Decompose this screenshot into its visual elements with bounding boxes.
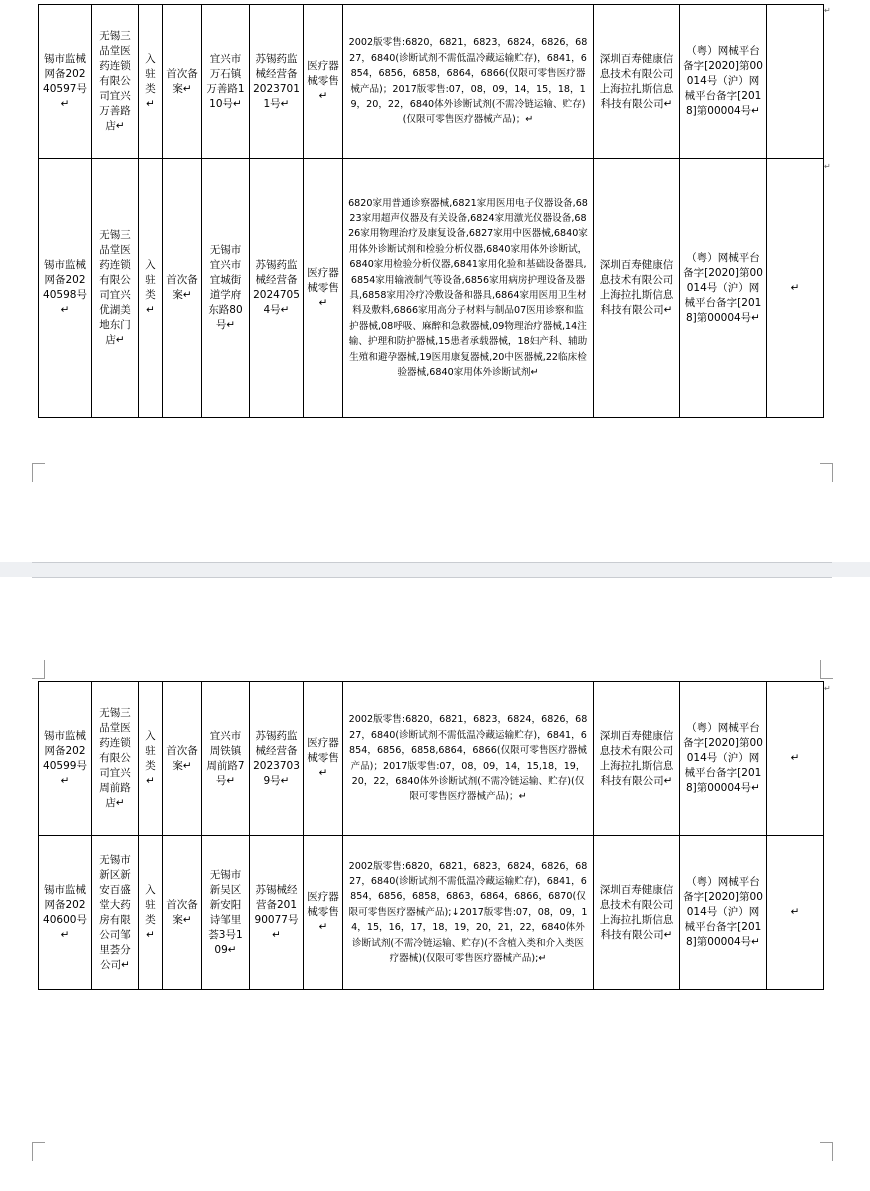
crop-mark: [820, 463, 833, 482]
category-cell: 医疗器械零售↵: [304, 159, 343, 418]
address-cell: 宜兴市周铁镇周前路7号↵: [202, 682, 250, 836]
registration-table-page-2: [38, 681, 824, 990]
page-gap-border: [32, 562, 832, 563]
reg-number-cell: 锡市监械网备20240598号↵: [39, 159, 92, 418]
scope-cell: 2002版零售:6820，6821，6823，6824，6826，6827，6840(诊断试剂不需低温冷藏运输贮存)，6841，6854，6856，6858，6864，6866(仅限可零售医疗器械产品)；2017版零售:07，08，09，14，15，18，19，20，22，6840体外诊断试剂(不需冷链运输、贮存)(仅限可零售医疗器械产品)；↵: [343, 5, 594, 159]
crop-mark: [32, 463, 45, 482]
license-cell: 苏锡械经营备20190077号↵: [250, 836, 304, 990]
category-cell: 医疗器械零售↵: [304, 5, 343, 159]
company-cell: 无锡三品堂医药连锁有限公司宜兴周前路店↵: [92, 682, 139, 836]
type-cell: 入驻类↵: [139, 836, 163, 990]
license-cell: 苏锡药监械经营备20237039号↵: [250, 682, 304, 836]
platform-cell: 深圳百寿健康信息技术有限公司 上海拉扎斯信息科技有限公司↵: [594, 159, 680, 418]
address-cell: 无锡市宜兴市宜城街道学府东路80号↵: [202, 159, 250, 418]
last-col-cell: ↵: [767, 836, 824, 990]
filing-cell: 首次备案↵: [163, 5, 202, 159]
table-row: [39, 682, 824, 836]
license-cell: 苏锡药监械经营备20247054号↵: [250, 159, 304, 418]
filing-cell: 首次备案↵: [163, 682, 202, 836]
table-row: [39, 159, 824, 418]
page-gap: [0, 562, 870, 577]
row-end-mark: ↵: [824, 162, 831, 171]
filing-cell: 首次备案↵: [163, 159, 202, 418]
platform-number-cell: （粤）网械平台备字[2020]第00014号（沪）网械平台备字[2018]第00004号↵: [680, 159, 767, 418]
table-row: [39, 836, 824, 990]
license-cell: 苏锡药监械经营备20237011号↵: [250, 5, 304, 159]
row-end-mark: ↵: [824, 684, 831, 693]
platform-cell: 深圳百寿健康信息技术有限公司 上海拉扎斯信息科技有限公司↵: [594, 5, 680, 159]
scope-cell: 2002版零售:6820，6821，6823，6824，6826，6827，6840(诊断试剂不需低温冷藏运输贮存)，6841，6854，6856，6858,6864，6866(仅限可零售医疗器械产品)；2017版零售:07，08，09，14，15,18，19，20，22，6840体外诊断试剂(不需冷链运输、贮存)(仅限可零售医疗器械产品)；↵: [343, 682, 594, 836]
reg-number-cell: 锡市监械网备20240599号↵: [39, 682, 92, 836]
page-gap-border: [32, 577, 832, 578]
company-cell: 无锡三品堂医药连锁有限公司宜兴优湖美地东门店↵: [92, 159, 139, 418]
empty-cell: [767, 5, 824, 159]
last-col-cell: ↵: [767, 682, 824, 836]
reg-number-cell: 锡市监械网备20240597号↵: [39, 5, 92, 159]
type-cell: 入驻类↵: [139, 159, 163, 418]
crop-mark: [32, 1142, 45, 1161]
scope-cell: 6820家用普通诊察器械,6821家用医用电子仪器设备,6823家用超声仪器及有关设备,6824家用激光仪器设备,6826家用物理治疗及康复设备,6827家用中医器械,6840家用体外诊断试剂和检验分析仪器,6840家用体外诊断试，6840家用检验分析仪器,6841家用化验和基础设备器具,6854家用输液制气等设备,6856家用病房护理设备及器具,6858家用冷疗冷敷设备和器具,6864家用医用卫生材料及敷料,6866家用高分子材料与制品07医用诊察和监护器械,08呼吸、麻醉和急救器械,09物理治疗器械,14注输、护理和防护器械,15患者承载器械，18妇产科、辅助生殖和避孕器械,19医用康复器械,20中医器械,22临床检验器械,6840家用体外诊断试剂↵: [343, 159, 594, 418]
reg-number-cell: 锡市监械网备20240600号↵: [39, 836, 92, 990]
table-row: [39, 5, 824, 159]
crop-mark: [32, 660, 45, 679]
type-cell: 入驻类↵: [139, 682, 163, 836]
platform-cell: 深圳百寿健康信息技术有限公司 上海拉扎斯信息科技有限公司↵: [594, 682, 680, 836]
platform-cell: 深圳百寿健康信息技术有限公司 上海拉扎斯信息科技有限公司↵: [594, 836, 680, 990]
crop-mark: [820, 660, 833, 679]
category-cell: 医疗器械零售↵: [304, 836, 343, 990]
crop-mark: [820, 1142, 833, 1161]
address-cell: 宜兴市万石镇万善路110号↵: [202, 5, 250, 159]
scope-cell: 2002版零售:6820，6821，6823，6824，6826，6827，6840(诊断试剂不需低温冷藏运输贮存)，6841，6854，6856，6858，6863，6864，6866，6870(仅限可零售医疗器械产品);↓2017版零售:07，08，09，14，15，16，17，18，19，20，21，22，6840体外诊断试剂(不需冷链运输、贮存)(不含植入类和介入类医疗器械)(仅限可零售医疗器械产品);↵: [343, 836, 594, 990]
row-end-mark: ↵: [824, 6, 831, 15]
platform-number-cell: （粤）网械平台备字[2020]第00014号（沪）网械平台备字[2018]第00004号↵: [680, 5, 767, 159]
registration-table-page-1: [38, 4, 824, 418]
company-cell: 无锡市新区新安百盛堂大药房有限公司邹里荟分公司↵: [92, 836, 139, 990]
last-col-cell: ↵: [767, 159, 824, 418]
filing-cell: 首次备案↵: [163, 836, 202, 990]
company-cell: 无锡三品堂医药连锁有限公司宜兴万善路店↵: [92, 5, 139, 159]
address-cell: 无锡市新吴区新安阳诗邹里荟3号109↵: [202, 836, 250, 990]
type-cell: 入驻类↵: [139, 5, 163, 159]
category-cell: 医疗器械零售↵: [304, 682, 343, 836]
platform-number-cell: （粤）网械平台备字[2020]第00014号（沪）网械平台备字[2018]第00004号↵: [680, 682, 767, 836]
platform-number-cell: （粤）网械平台备字[2020]第00014号（沪）网械平台备字[2018]第00004号↵: [680, 836, 767, 990]
